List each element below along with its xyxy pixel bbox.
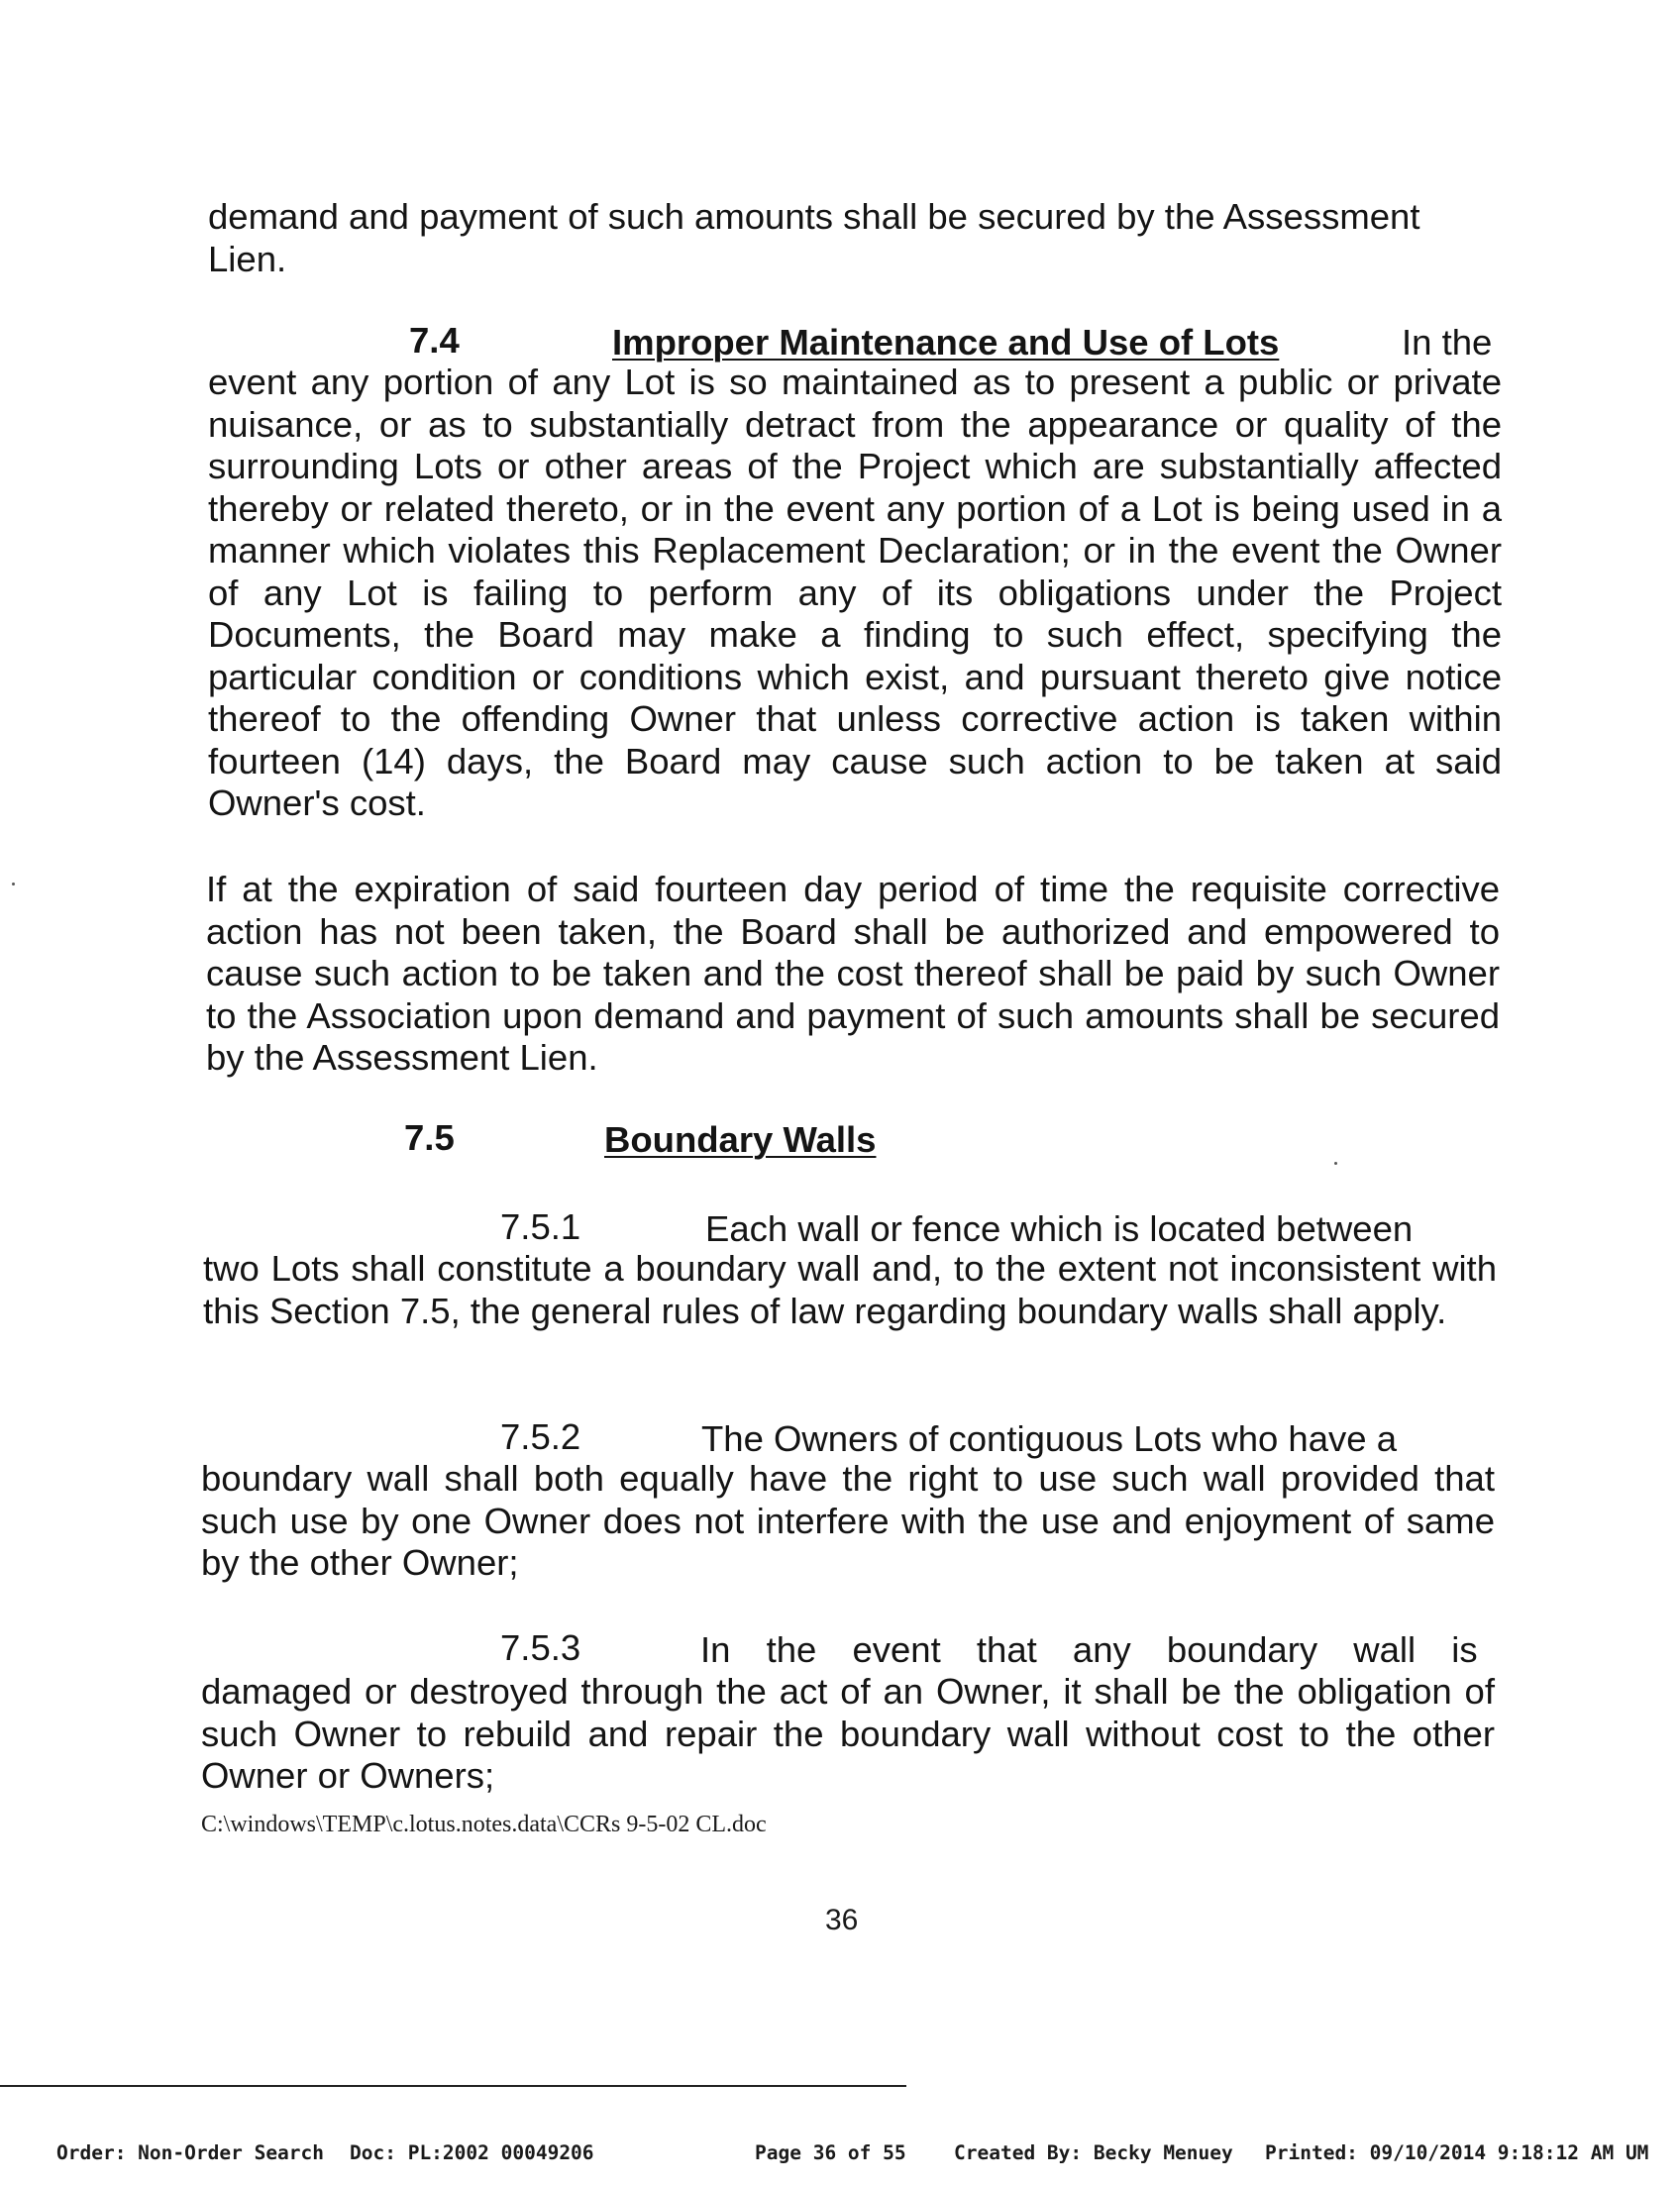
continuation-paragraph: demand and payment of such amounts shall be secured by the Assessment Lien. [208,196,1420,279]
subsection-7-5-1-first-line: Each wall or fence which is located between [705,1208,1414,1249]
section-7-4-title: Improper Maintenance and Use of Lots [612,322,1280,363]
subsection-7-5-3-number: 7.5.3 [500,1627,581,1668]
file-path: C:\windows\TEMP\c.lotus.notes.data\CCRs 9-5-02 CL.doc [201,1812,767,1837]
footer-printed: Printed: 09/10/2014 9:18:12 AM UM [1265,2141,1649,2164]
subsection-7-5-2-first-line: The Owners of contiguous Lots who have a [701,1418,1398,1459]
footer-doc: Doc: PL:2002 00049206 [350,2141,594,2164]
subsection-7-5-1-number: 7.5.1 [500,1206,581,1247]
section-7-4-number: 7.4 [409,320,460,361]
scan-speck [1334,1162,1337,1165]
section-7-4-paragraph-2: If at the expiration of said fourteen day period of time the requisite corrective action has not been taken, the Board shall be authorized and empowered to cause such action to be taken and the cost thereof shall be paid by such Owner to the Association upon demand and payment of such amounts shall be secured by the Assessment Lien. [206,869,1500,1078]
subsection-7-5-3-first-line: In the event that any boundary wall is [700,1629,1478,1670]
section-7-4-body: event any portion of any Lot is so maintained as to present a public or private nuisance, or as to substantially detract from the appearance or quality of the surrounding Lots or other areas of the Project which are substantially affected thereby or related thereto, or in the event any portion of a Lot is being used in a manner which violates this Replacement Declaration; or in the event the Owner of any Lot is failing to perform any of its obligations under the Project Documents, the Board may make a finding to such effect, specifying the particular condition or conditions which exist, and pursuant thereto give notice thereof to the offending Owner that unless corrective action is taken within fourteen (14) days, the Board may cause such action to be taken at said Owner's cost. [208,362,1502,823]
footer-page: Page 36 of 55 [755,2141,906,2164]
page-number: 36 [825,1904,859,1936]
scan-speck [12,883,15,885]
subsection-7-5-1-body: two Lots shall constitute a boundary wall and, to the extent not inconsistent with this Section 7.5, the general rules of law regarding boundary walls shall apply. [203,1248,1497,1331]
subsection-7-5-2-body: boundary wall shall both equally have the right to use such wall provided that such use by one Owner does not interfere with the use and enjoyment of same by the other Owner; [201,1458,1495,1583]
footer-separator [0,2085,906,2087]
footer-created-by: Created By: Becky Menuey [954,2141,1233,2164]
subsection-7-5-2-number: 7.5.2 [500,1416,581,1457]
section-7-5-title: Boundary Walls [604,1119,877,1160]
section-7-4-intro-words: In the [1402,322,1493,363]
footer-order: Order: Non-Order Search [56,2141,325,2164]
subsection-7-5-3-body: damaged or destroyed through the act of an Owner, it shall be the obligation of such Owner to rebuild and repair the boundary wall without cost to the other Owner or Owners; [201,1671,1495,1796]
section-7-5-number: 7.5 [404,1117,455,1158]
